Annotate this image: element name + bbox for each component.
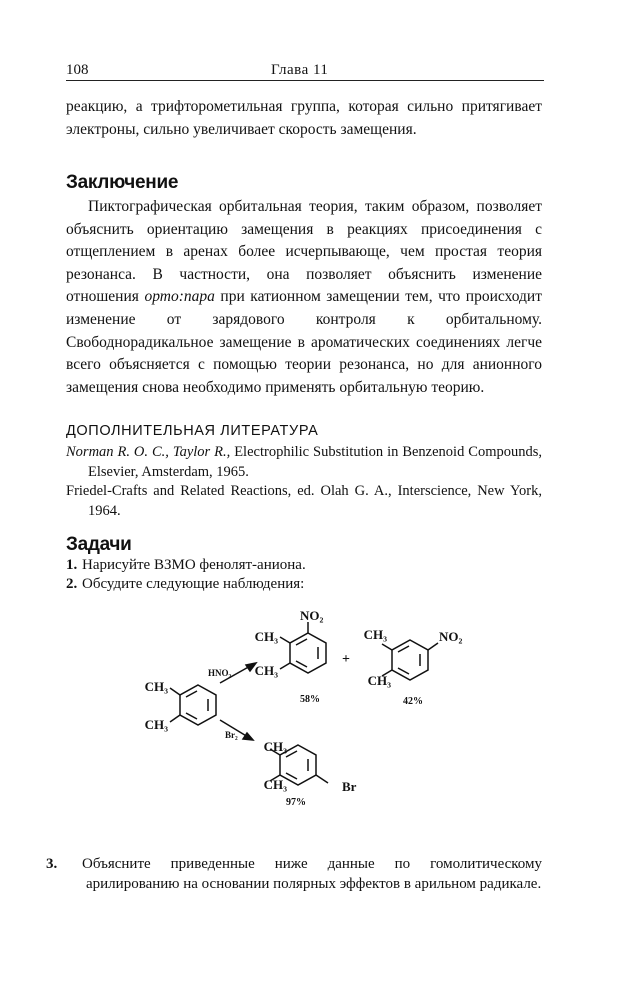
conclusion-text-part: при катионном замещении тем, что происходит изменение от зарядового контроля к орбитальному. Свободнорадикальное замещение в ароматических соединениях легче всего объясняется с помощью теории резонанса, но для анионного замещения снова необходимо применять орбитальную теорию.	[66, 288, 542, 396]
product2-yield: 42%	[403, 696, 423, 707]
product3-ch3-upper: CH₃	[263, 739, 287, 754]
product3-br: Br	[342, 779, 357, 794]
problem-text: Объясните приведенные ниже данные по гомолитическому арилированию на основании полярных эффектов в арильном радикале.	[82, 856, 542, 892]
problems-heading: Задачи	[66, 534, 132, 555]
references-heading: ДОПОЛНИТЕЛЬНАЯ ЛИТЕРАТУРА	[66, 423, 319, 439]
bromination-reagent: Br₂	[225, 730, 238, 740]
product1-ch3-upper: CH₃	[254, 629, 278, 644]
running-head: Глава 11	[271, 62, 329, 78]
page-header	[66, 60, 544, 81]
conclusion-text-part: Пиктографическая орбитальная теория, таким образом, позволяет объяснить ориентацию замещения в реакциях присоединения с отщеплением в аренах более исчерпывающе, чем простая теория резонанса. В частности, она позволяет объяснить изменение отношения	[66, 198, 542, 306]
conclusion-heading: Заключение	[66, 172, 179, 193]
problem-number: 3.	[46, 856, 58, 872]
problem-text: Обсудите следующие наблюдения:	[82, 576, 305, 592]
problem-item	[66, 556, 542, 576]
nitration-reagent: HNO₃	[208, 668, 232, 678]
problem-item	[46, 855, 542, 894]
reference-text: Friedel-Crafts and Related Reactions, ed. Olah G. A., Interscience, New York, 1964.	[66, 483, 542, 519]
reference-item	[66, 443, 542, 482]
product1-no2: NO₂	[300, 608, 324, 623]
product2-no2: NO₂	[439, 629, 463, 644]
problem-number: 2.	[66, 576, 78, 592]
reference-item	[66, 482, 542, 521]
product1-yield: 58%	[300, 694, 320, 705]
plus-sign: +	[342, 652, 350, 667]
conclusion-paragraph	[66, 196, 542, 399]
product3-ch3-lower: CH₃	[263, 777, 287, 792]
problem-text: Нарисуйте ВЗМО фенолят-аниона.	[82, 557, 306, 573]
reaction-scheme	[120, 605, 500, 820]
product2-ch3-lower: CH₃	[367, 673, 391, 688]
intro-paragraph: реакцию, а трифторометильная группа, которая сильно притягивает электроны, сильно увеличивает скорость замещения.	[66, 98, 542, 138]
reference-authors: Norman R. O. C., Taylor R.,	[66, 444, 231, 460]
problem-item	[66, 575, 542, 595]
product1-ring	[290, 633, 326, 673]
problem-number: 1.	[66, 557, 78, 573]
product2-ch3-upper: CH₃	[363, 627, 387, 642]
reactant-ch3-upper: CH₃	[144, 679, 168, 694]
product2-ring	[392, 640, 428, 680]
reactant-ch3-lower: CH₃	[144, 717, 168, 732]
product1-ch3-lower: CH₃	[254, 663, 278, 678]
page-number: 108	[66, 62, 89, 78]
reference-text: Electrophilic Substitution in Benzenoid Compounds, Elsevier, Amsterdam, 1965.	[88, 444, 542, 480]
conclusion-emphasis: орто:пара	[144, 288, 215, 306]
product3-yield: 97%	[286, 797, 306, 808]
reactant-ring	[180, 685, 216, 725]
